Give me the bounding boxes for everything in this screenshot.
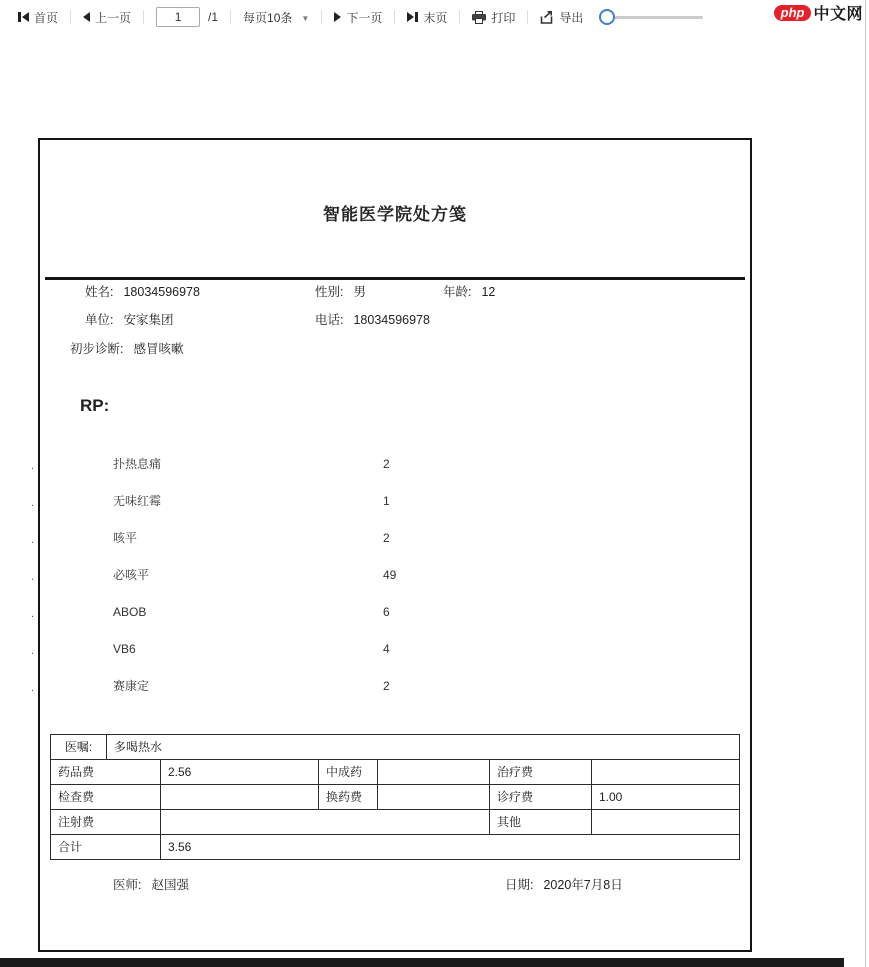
export-icon [540,11,554,24]
patient-info-row-1 [40,284,750,300]
date-value: 2020年7月8日 [543,878,623,892]
fee-row [51,810,739,835]
prev-page-label: 上一页 [95,10,132,25]
medicine-qty: 2 [383,679,390,693]
first-page-label: 首页 [34,10,59,25]
first-page-icon [18,12,29,22]
patient-info-row-2 [40,312,750,328]
toolbar-separator [321,10,322,24]
next-page-button[interactable] [334,9,382,26]
row-marker: . [31,682,35,694]
medicine-name: 无味红霉 [113,494,162,508]
window-right-edge [865,0,866,967]
page-number-input[interactable] [156,7,200,27]
medicine-row [31,678,750,694]
medicine-name: ABOB [113,605,147,619]
fee-value [592,760,739,784]
export-button[interactable] [540,9,583,26]
fee-label: 注射费 [51,810,161,834]
signature-row [40,877,750,893]
medicine-qty: 1 [383,494,390,508]
phone-value: 18034596978 [353,313,430,327]
fee-label: 中成药 [319,760,378,784]
total-label: 合计 [51,835,161,859]
print-button[interactable] [472,9,515,26]
zoom-slider-handle[interactable] [599,9,615,25]
row-marker: . [31,571,35,583]
prev-page-button[interactable] [83,9,131,26]
toolbar-separator [527,10,528,24]
fee-value: 2.56 [161,760,319,784]
fee-value [161,810,490,834]
fee-label: 治疗费 [490,760,592,784]
medicine-name: 必咳平 [113,568,150,582]
total-value: 3.56 [168,840,192,854]
gender-value: 男 [353,285,366,299]
fee-value [592,810,739,834]
next-page-icon [334,12,341,22]
medicine-qty: 6 [383,605,390,619]
first-page-button[interactable] [18,9,58,26]
advice-row [51,735,739,760]
fee-label: 药品费 [51,760,161,784]
prev-page-icon [83,12,90,22]
medicine-row [31,641,750,657]
zoom-slider-track[interactable] [613,16,703,19]
fee-label: 诊疗费 [490,785,592,809]
toolbar-separator [230,10,231,24]
window-bottom-bar [0,958,844,967]
toolbar-separator [70,10,71,24]
toolbar-separator [143,10,144,24]
zoom-slider[interactable] [599,9,703,25]
date-label: 日期: [505,878,534,892]
site-logo [774,1,863,24]
page-title: 智能医学院处方笺 [323,205,467,224]
unit-label: 单位: [85,313,114,327]
advice-value: 多喝热水 [114,740,163,754]
phone-label: 电话: [315,313,344,327]
next-page-label: 下一页 [346,10,383,25]
medicine-row [31,456,750,472]
last-page-button[interactable] [407,9,447,26]
toolbar-separator [394,10,395,24]
php-logo-badge: php [774,5,812,21]
unit-value: 安家集团 [123,313,174,327]
site-logo-text: 中文网 [813,6,863,23]
fee-value [161,785,319,809]
name-value: 18034596978 [123,285,200,299]
diagnosis-value: 感冒咳嗽 [133,342,184,356]
total-row [51,835,739,859]
age-label: 年龄: [443,285,472,299]
fee-value: 1.00 [599,790,623,804]
gender-label: 性别: [315,285,344,299]
toolbar-separator [459,10,460,24]
print-label: 打印 [491,10,516,25]
row-marker: . [31,645,35,657]
age-value: 12 [481,285,496,299]
export-label: 导出 [559,10,584,25]
doctor-label: 医师: [113,878,142,892]
fee-value [378,785,490,809]
medicine-qty: 2 [383,531,390,545]
doctor-value: 赵国强 [151,878,189,892]
page-total-label: /1 [208,10,219,24]
medicine-name: 赛康定 [113,679,150,693]
fee-label: 换药费 [319,785,378,809]
medicine-row [31,604,750,620]
advice-label: 医嘱: [51,735,107,759]
title-divider [45,277,745,280]
row-marker: . [31,497,35,509]
name-label: 姓名: [85,285,114,299]
patient-info-row-3 [40,341,750,357]
rp-label: RP: [80,396,110,415]
diagnosis-label: 初步诊断: [70,342,124,356]
fee-table [50,734,740,860]
fee-label: 检查费 [51,785,161,809]
medicine-qty: 4 [383,642,390,656]
prescription-page [31,138,752,952]
chevron-down-icon: ▼ [301,13,310,23]
medicine-row [31,493,750,509]
row-marker: . [31,460,35,472]
fee-row [51,760,739,785]
printer-icon [472,11,486,24]
page-size-dropdown[interactable] [243,9,309,26]
last-page-icon [407,12,418,22]
row-marker: . [31,534,35,546]
pager-toolbar [0,0,869,34]
medicine-row [31,530,750,546]
fee-row [51,785,739,810]
fee-value [378,760,490,784]
medicine-qty: 2 [383,457,390,471]
page-size-label: 每页10条 [243,10,293,25]
last-page-label: 末页 [423,10,448,25]
medicine-name: 扑热息痛 [113,457,162,471]
fee-label: 其他 [490,810,592,834]
medicine-qty: 49 [383,568,397,582]
row-marker: . [31,608,35,620]
medicine-name: 咳平 [113,531,138,545]
medicine-name: VB6 [113,642,136,656]
medicine-row [31,567,750,583]
